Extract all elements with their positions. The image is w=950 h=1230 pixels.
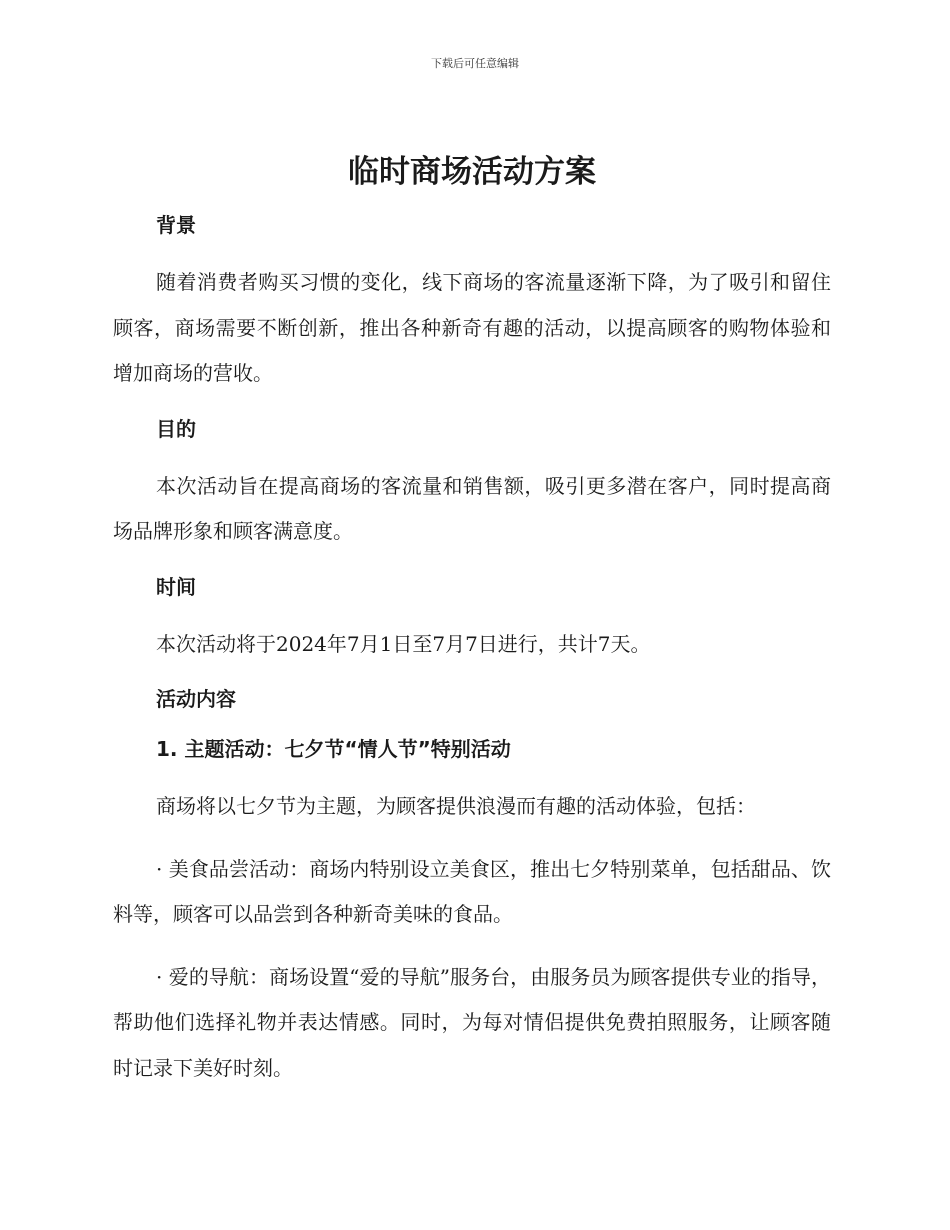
section-heading-background: 背景 <box>156 213 196 237</box>
document-body <box>113 148 831 1108</box>
list-item-food-tasting: · 美食品尝活动：商场内特别设立美食区，推出七夕特别菜单，包括甜品、饮料等，顾客可以品尝到各种新奇美味的食品。 <box>113 856 831 926</box>
time-paragraph: 本次活动将于2024年7月1日至7月7日进行，共计7天。 <box>156 631 651 656</box>
background-paragraph: 随着消费者购买习惯的变化，线下商场的客流量逐渐下降，为了吸引和留住顾客，商场需要不断创新，推出各种新奇有趣的活动，以提高顾客的购物体验和增加商场的营收。 <box>113 270 831 385</box>
section-heading-time: 时间 <box>156 574 196 599</box>
sub-heading-theme-activity: 1. 主题活动：七夕节“情人节”特别活动 <box>156 737 511 761</box>
section-heading-purpose: 目的 <box>156 416 196 441</box>
content-intro-paragraph: 商场将以七夕节为主题，为顾客提供浪漫而有趣的活动体验，包括： <box>156 794 756 818</box>
section-heading-content: 活动内容 <box>156 687 236 711</box>
header-note: 下载后可任意编辑 <box>431 57 519 70</box>
document-title: 临时商场活动方案 <box>348 154 596 190</box>
list-item-love-navigation: · 爱的导航：商场设置“爱的导航”服务台，由服务员为顾客提供专业的指导，帮助他们选择礼物并表达情感。同时，为每对情侣提供免费拍照服务，让顾客随时记录下美好时刻。 <box>113 964 831 1080</box>
purpose-paragraph: 本次活动旨在提高商场的客流量和销售额，吸引更多潜在客户，同时提高商场品牌形象和顾客满意度。 <box>113 473 831 543</box>
